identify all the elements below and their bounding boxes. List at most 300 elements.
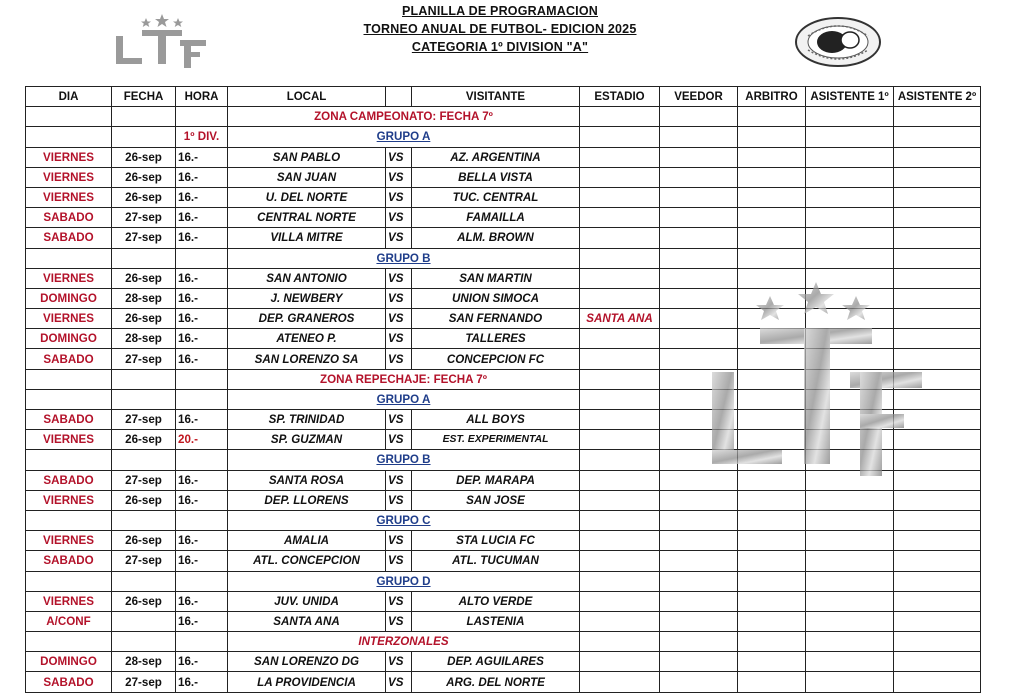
stadium [580,187,660,207]
arbitro-cell [738,329,806,349]
arbitro-cell [738,147,806,167]
match-date: 26-sep [112,167,176,187]
stadium [580,167,660,187]
match-row [26,228,981,248]
match-row [26,187,981,207]
match-time: 16.- [176,349,228,369]
veedor-cell [660,329,738,349]
arbitro-cell [738,268,806,288]
match-day: DOMINGO [26,652,112,672]
away-team: ATL. TUCUMAN [412,551,580,571]
empty-cell [738,107,806,127]
home-team: SAN ANTONIO [228,268,386,288]
asistente-2-cell [894,208,981,228]
match-row [26,167,981,187]
asistente-2-cell [894,147,981,167]
empty-cell [580,248,660,268]
home-team: LA PROVIDENCIA [228,672,386,692]
match-date: 26-sep [112,591,176,611]
match-time: 20.- [176,430,228,450]
asistente-2-cell [894,531,981,551]
stadium [580,430,660,450]
federation-seal-logo [786,14,894,70]
asistente-1-cell [806,309,894,329]
versus-label: VS [386,410,412,430]
empty-cell [660,369,738,389]
veedor-cell [660,309,738,329]
empty-cell [894,107,981,127]
asistente-1-cell [806,208,894,228]
empty-cell [26,107,112,127]
asistente-2-cell [894,490,981,510]
empty-cell [176,632,228,652]
match-row [26,309,981,329]
veedor-cell [660,349,738,369]
title-line-2: TORNEO ANUAL DE FUTBOL- EDICION 2025 [363,22,637,36]
asistente-2-cell [894,309,981,329]
match-date: 26-sep [112,490,176,510]
asistente-2-cell [894,551,981,571]
away-team: ARG. DEL NORTE [412,672,580,692]
match-date: 26-sep [112,309,176,329]
versus-label: VS [386,531,412,551]
home-team: J. NEWBERY [228,288,386,308]
versus-label: VS [386,349,412,369]
col-header-asistente-2: ASISTENTE 2º [894,87,981,107]
arbitro-cell [738,187,806,207]
asistente-2-cell [894,652,981,672]
empty-cell [738,369,806,389]
empty-cell [894,450,981,470]
versus-label: VS [386,430,412,450]
empty-cell [26,450,112,470]
home-team: VILLA MITRE [228,228,386,248]
match-time: 16.- [176,591,228,611]
asistente-2-cell [894,228,981,248]
empty-cell [806,571,894,591]
versus-label: VS [386,490,412,510]
asistente-2-cell [894,288,981,308]
match-time: 16.- [176,672,228,692]
col-header-vs-spacer [386,87,412,107]
match-row [26,531,981,551]
empty-cell [580,389,660,409]
home-team: U. DEL NORTE [228,187,386,207]
group-c-title: GRUPO C [228,510,580,530]
empty-cell [176,248,228,268]
match-date: 27-sep [112,208,176,228]
empty-cell [660,571,738,591]
schedule-table [25,86,981,693]
match-row [26,611,981,631]
match-time: 16.- [176,652,228,672]
stadium [580,551,660,571]
veedor-cell [660,652,738,672]
interzonales-title-row [26,632,981,652]
empty-cell [806,107,894,127]
header-row [26,87,981,107]
match-time: 16.- [176,208,228,228]
empty-cell [176,510,228,530]
match-date: 28-sep [112,329,176,349]
home-team: DEP. GRANEROS [228,309,386,329]
match-day: VIERNES [26,268,112,288]
match-time: 16.- [176,531,228,551]
versus-label: VS [386,288,412,308]
asistente-2-cell [894,410,981,430]
asistente-2-cell [894,611,981,631]
zone-repechaje-title-row [26,369,981,389]
veedor-cell [660,288,738,308]
away-team: FAMAILLA [412,208,580,228]
empty-cell [112,127,176,147]
division-label: 1º DIV. [176,127,228,147]
versus-label: VS [386,329,412,349]
stadium [580,349,660,369]
match-row [26,268,981,288]
match-time: 16.- [176,611,228,631]
arbitro-cell [738,531,806,551]
zone-campeonato-title: ZONA CAMPEONATO: FECHA 7º [228,107,580,127]
away-team: LASTENIA [412,611,580,631]
stadium [580,288,660,308]
asistente-2-cell [894,329,981,349]
asistente-1-cell [806,167,894,187]
arbitro-cell [738,167,806,187]
match-date: 26-sep [112,187,176,207]
match-date: 27-sep [112,672,176,692]
asistente-1-cell [806,591,894,611]
asistente-2-cell [894,268,981,288]
away-team: CONCEPCION FC [412,349,580,369]
match-day: VIERNES [26,430,112,450]
schedule-body [26,107,981,692]
match-row [26,490,981,510]
away-team: ALL BOYS [412,410,580,430]
asistente-1-cell [806,430,894,450]
title-line-1: PLANILLA DE PROGRAMACION [402,4,598,18]
match-row [26,329,981,349]
stadium [580,147,660,167]
match-date: 26-sep [112,147,176,167]
empty-cell [894,510,981,530]
veedor-cell [660,430,738,450]
match-date: 27-sep [112,410,176,430]
empty-cell [894,389,981,409]
veedor-cell [660,591,738,611]
stadium [580,410,660,430]
away-team: SAN FERNANDO [412,309,580,329]
arbitro-cell [738,309,806,329]
match-day: VIERNES [26,591,112,611]
match-date: 26-sep [112,268,176,288]
match-day: SABADO [26,470,112,490]
group-b-title-row [26,450,981,470]
veedor-cell [660,470,738,490]
veedor-cell [660,268,738,288]
empty-cell [660,450,738,470]
arbitro-cell [738,470,806,490]
match-row [26,652,981,672]
group-a-title: GRUPO A [228,127,580,147]
match-day: DOMINGO [26,329,112,349]
veedor-cell [660,410,738,430]
zone-campeonato-title-row [26,107,981,127]
match-day: VIERNES [26,309,112,329]
veedor-cell [660,672,738,692]
match-row [26,591,981,611]
home-team: AMALIA [228,531,386,551]
empty-cell [26,248,112,268]
empty-cell [580,450,660,470]
empty-cell [806,510,894,530]
col-header-veedor: VEEDOR [660,87,738,107]
match-day: SABADO [26,551,112,571]
match-row [26,470,981,490]
match-date: 26-sep [112,531,176,551]
away-team: BELLA VISTA [412,167,580,187]
empty-cell [660,389,738,409]
away-team: AZ. ARGENTINA [412,147,580,167]
away-team: STA LUCIA FC [412,531,580,551]
ltf-logo [112,12,212,70]
empty-cell [738,248,806,268]
stadium [580,268,660,288]
empty-cell [894,632,981,652]
match-date: 27-sep [112,349,176,369]
match-day: A/CONF [26,611,112,631]
asistente-1-cell [806,470,894,490]
match-date: 27-sep [112,228,176,248]
empty-cell [660,107,738,127]
veedor-cell [660,208,738,228]
asistente-1-cell [806,611,894,631]
asistente-1-cell [806,288,894,308]
match-day: VIERNES [26,490,112,510]
arbitro-cell [738,490,806,510]
empty-cell [176,107,228,127]
document-header [0,0,1024,84]
group-a-title-row [26,127,981,147]
match-time: 16.- [176,268,228,288]
stadium [580,470,660,490]
match-date [112,611,176,631]
versus-label: VS [386,167,412,187]
match-time: 16.- [176,490,228,510]
empty-cell [580,632,660,652]
match-day: SABADO [26,672,112,692]
asistente-1-cell [806,268,894,288]
group-b-title: GRUPO B [228,248,580,268]
home-team: SP. GUZMAN [228,430,386,450]
arbitro-cell [738,430,806,450]
asistente-1-cell [806,672,894,692]
match-time: 16.- [176,309,228,329]
match-time: 16.- [176,147,228,167]
versus-label: VS [386,228,412,248]
match-day: VIERNES [26,167,112,187]
empty-cell [112,632,176,652]
match-time: 16.- [176,288,228,308]
veedor-cell [660,187,738,207]
arbitro-cell [738,410,806,430]
empty-cell [112,450,176,470]
group-b-title-row [26,248,981,268]
veedor-cell [660,611,738,631]
match-time: 16.- [176,187,228,207]
asistente-2-cell [894,430,981,450]
versus-label: VS [386,652,412,672]
away-team: SAN MARTIN [412,268,580,288]
asistente-1-cell [806,349,894,369]
match-row [26,147,981,167]
stadium [580,531,660,551]
empty-cell [660,248,738,268]
match-time: 16.- [176,167,228,187]
versus-label: VS [386,268,412,288]
veedor-cell [660,490,738,510]
away-team: TUC. CENTRAL [412,187,580,207]
home-team: ATL. CONCEPCION [228,551,386,571]
col-header-asistente-1: ASISTENTE 1º [806,87,894,107]
versus-label: VS [386,672,412,692]
document-titles [300,2,700,56]
stadium [580,329,660,349]
stadium [580,228,660,248]
empty-cell [580,510,660,530]
match-row [26,349,981,369]
asistente-1-cell [806,228,894,248]
group-d-title: GRUPO D [228,571,580,591]
arbitro-cell [738,551,806,571]
group-c-title-row [26,510,981,530]
versus-label: VS [386,470,412,490]
match-time: 16.- [176,228,228,248]
empty-cell [806,248,894,268]
asistente-1-cell [806,490,894,510]
versus-label: VS [386,187,412,207]
match-date: 27-sep [112,551,176,571]
col-header-fecha: FECHA [112,87,176,107]
empty-cell [112,571,176,591]
arbitro-cell [738,591,806,611]
asistente-2-cell [894,591,981,611]
empty-cell [176,389,228,409]
col-header-arbitro: ARBITRO [738,87,806,107]
away-team: DEP. MARAPA [412,470,580,490]
asistente-1-cell [806,531,894,551]
match-day: VIERNES [26,147,112,167]
group-a-title: GRUPO A [228,389,580,409]
empty-cell [176,571,228,591]
empty-cell [112,389,176,409]
empty-cell [806,450,894,470]
asistente-1-cell [806,551,894,571]
empty-cell [580,571,660,591]
stadium [580,611,660,631]
veedor-cell [660,228,738,248]
empty-cell [26,369,112,389]
match-day: SABADO [26,349,112,369]
asistente-1-cell [806,329,894,349]
asistente-2-cell [894,672,981,692]
asistente-1-cell [806,187,894,207]
stadium [580,652,660,672]
versus-label: VS [386,208,412,228]
match-row [26,672,981,692]
col-header-hora: HORA [176,87,228,107]
empty-cell [738,127,806,147]
col-header-dia: DIA [26,87,112,107]
arbitro-cell [738,349,806,369]
group-b-title: GRUPO B [228,450,580,470]
empty-cell [112,369,176,389]
empty-cell [894,571,981,591]
match-day: DOMINGO [26,288,112,308]
arbitro-cell [738,611,806,631]
col-header-visitante: VISITANTE [412,87,580,107]
empty-cell [738,632,806,652]
empty-cell [660,632,738,652]
empty-cell [894,369,981,389]
home-team: ATENEO P. [228,329,386,349]
home-team: SAN LORENZO DG [228,652,386,672]
empty-cell [26,510,112,530]
asistente-2-cell [894,187,981,207]
match-date: 27-sep [112,470,176,490]
asistente-1-cell [806,147,894,167]
arbitro-cell [738,288,806,308]
stadium [580,490,660,510]
match-day: SABADO [26,208,112,228]
empty-cell [738,389,806,409]
match-row [26,430,981,450]
stadium [580,591,660,611]
match-day: SABADO [26,228,112,248]
empty-cell [580,127,660,147]
home-team: SANTA ROSA [228,470,386,490]
home-team: SAN PABLO [228,147,386,167]
empty-cell [660,127,738,147]
empty-cell [112,248,176,268]
asistente-2-cell [894,167,981,187]
stadium [580,672,660,692]
arbitro-cell [738,208,806,228]
group-d-title-row [26,571,981,591]
empty-cell [738,450,806,470]
zone-repechaje-title: ZONA REPECHAJE: FECHA 7º [228,369,580,389]
col-header-local: LOCAL [228,87,386,107]
empty-cell [112,510,176,530]
empty-cell [26,571,112,591]
title-line-3: CATEGORIA 1º DIVISION "A" [411,40,589,54]
col-header-estadio: ESTADIO [580,87,660,107]
veedor-cell [660,551,738,571]
home-team: CENTRAL NORTE [228,208,386,228]
empty-cell [738,510,806,530]
versus-label: VS [386,309,412,329]
versus-label: VS [386,611,412,631]
match-time: 16.- [176,470,228,490]
stadium [580,208,660,228]
asistente-2-cell [894,349,981,369]
home-team: DEP. LLORENS [228,490,386,510]
match-date: 28-sep [112,652,176,672]
asistente-1-cell [806,410,894,430]
match-time: 16.- [176,410,228,430]
empty-cell [580,369,660,389]
match-row [26,208,981,228]
